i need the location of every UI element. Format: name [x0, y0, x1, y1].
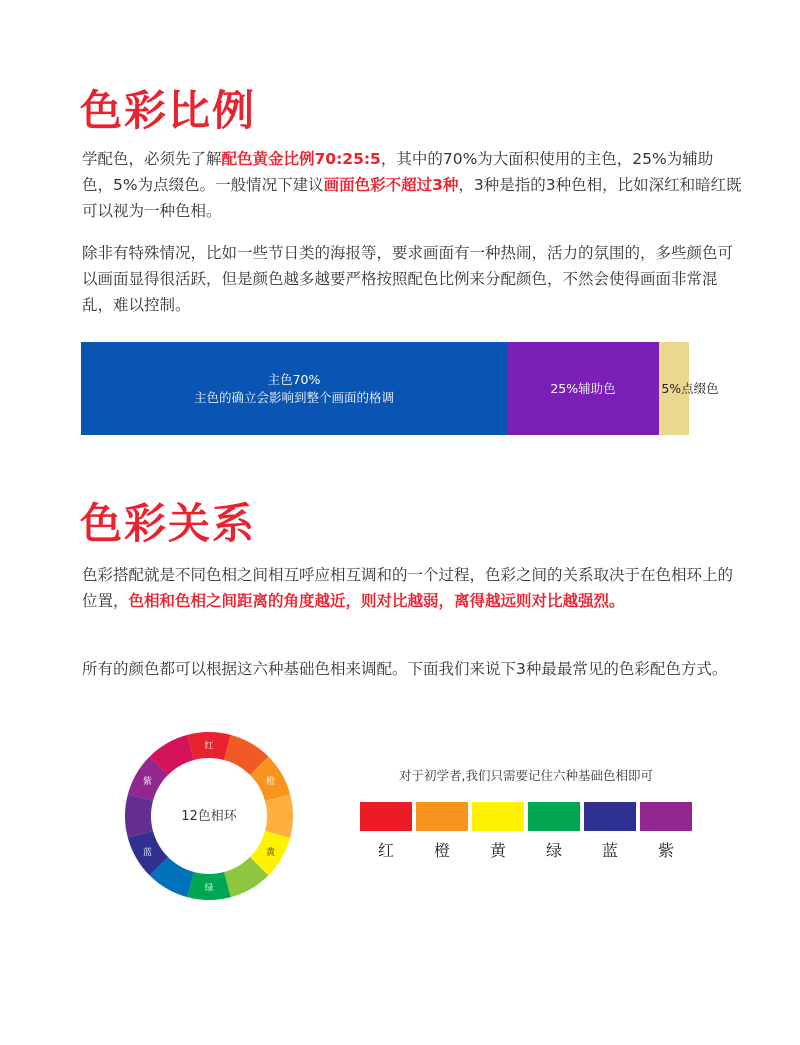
paragraph-text: 所有的颜色都可以根据这六种基础色相来调配。下面我们来说下3种最最常见的色彩配色方式。	[82, 660, 728, 678]
basic-color-swatch	[528, 802, 580, 831]
basic-color-label: 紫	[657, 841, 674, 860]
ratio-segment-accent-label: 5%点缀色	[661, 380, 719, 396]
ratio-segment-primary-label: 主色70%	[267, 371, 321, 387]
basic-color-label: 红	[377, 841, 394, 860]
color-wheel-segment-label: 蓝	[143, 848, 153, 858]
color-wheel-segment	[125, 794, 153, 837]
highlighted-text: 画面色彩不超过3种	[323, 176, 459, 194]
color-wheel-12	[124, 731, 294, 901]
paragraph-text: 除非有特殊情况，比如一些节日类的海报等，要求画面有一种热闹，活力的氛围的，多些颜色可以画面显得很活跃，但是颜色越多越要严格按照配色比例来分配颜色，不然会使得画面非常混乱，难以控制。	[82, 244, 734, 314]
color-wheel-center-label: 12色相环	[181, 809, 237, 824]
color-wheel-segment-label: 橙	[265, 777, 275, 787]
ratio-segment-primary	[81, 342, 507, 435]
paragraph-text: ，3种是指的3种色相，比如深红和暗红既可以视为一种色相。	[82, 176, 742, 220]
paragraph-relationship-intro	[82, 562, 742, 614]
section-title-color-ratio: 色彩比例	[80, 86, 257, 135]
highlighted-text: 配色黄金比例70:25:5	[221, 150, 381, 168]
basic-color-label: 黄	[489, 841, 506, 860]
paragraph-ratio-intro	[82, 146, 742, 224]
basic-color-label: 蓝	[601, 841, 618, 860]
color-wheel-segment-label: 红	[204, 741, 214, 752]
basic-color-swatches	[360, 802, 692, 831]
color-ratio-bar	[81, 342, 719, 435]
basic-color-label: 橙	[433, 841, 450, 860]
ratio-segment-accent	[659, 342, 719, 435]
basic-color-swatch	[584, 802, 636, 831]
color-wheel-segment	[265, 794, 293, 837]
paragraph-basic-hues	[82, 656, 742, 682]
ratio-segment-primary-description: 主色的确立会影响到整个画面的格调	[193, 389, 394, 405]
basic-color-swatch	[640, 802, 692, 831]
section-title-color-relationship: 色彩关系	[80, 499, 257, 548]
color-wheel-segment-label: 绿	[204, 883, 214, 894]
paragraph-text: ，其中的70%为大面积使用的主色，25%为辅助色，5%为点缀色。一般情况下建议	[82, 150, 714, 194]
paragraph-text: 色彩搭配就是不同色相之间相互呼应相互调和的一个过程，色彩之间的关系取决于在色相环上的位置，	[82, 566, 734, 610]
basic-color-labels	[360, 838, 692, 861]
color-wheel-segment-label: 紫	[143, 777, 153, 787]
color-wheel-segment-label: 黄	[265, 848, 275, 858]
highlighted-text: 色相和色相之间距离的角度越近，则对比越弱，离得越远则对比越强烈。	[128, 592, 625, 610]
basic-color-label: 绿	[545, 841, 562, 860]
ratio-segment-secondary-label: 25%辅助色	[550, 380, 616, 396]
paragraph-text: 学配色，必须先了解	[82, 150, 222, 168]
basic-color-swatch	[360, 802, 412, 831]
basic-color-swatch	[416, 802, 468, 831]
basic-color-swatch	[472, 802, 524, 831]
basic-colors-caption: 对于初学者,我们只需要记住六种基础色相即可	[399, 768, 653, 783]
paragraph-ratio-exception	[82, 240, 742, 318]
ratio-segment-secondary	[507, 342, 659, 435]
